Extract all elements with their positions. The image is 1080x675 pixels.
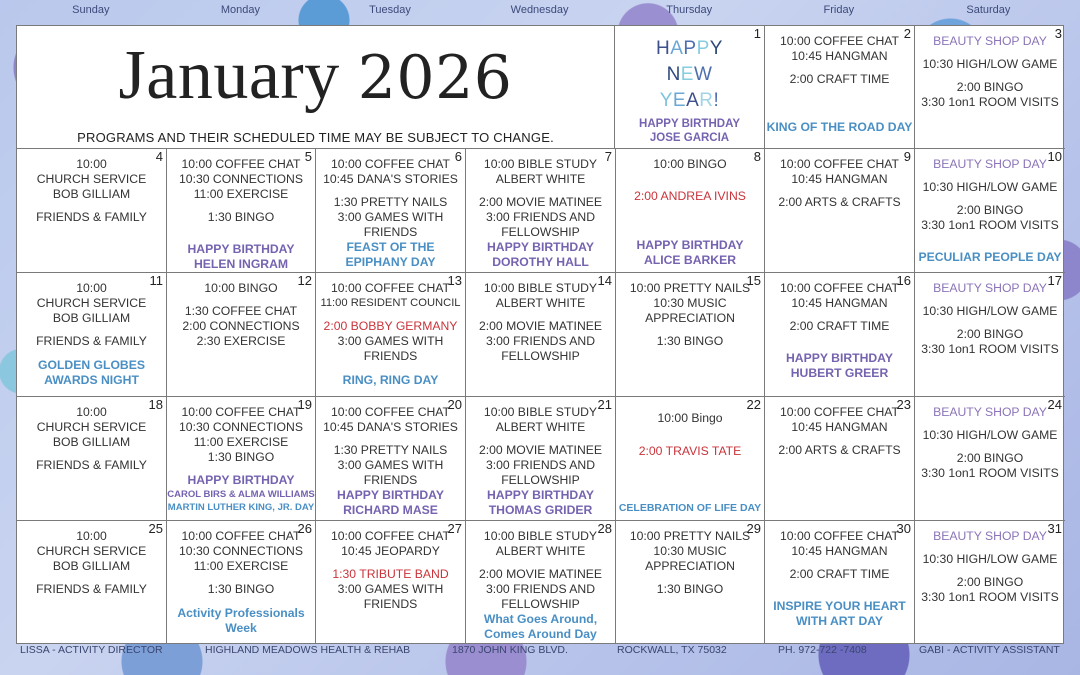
beauty-shop-note: BEAUTY SHOP DAY bbox=[933, 157, 1047, 171]
activity-item: 2:30 EXERCISE bbox=[196, 334, 286, 348]
activity-item: 2:00 MOVIE MATINEE bbox=[478, 195, 603, 209]
day-cell-26[interactable] bbox=[167, 521, 316, 644]
activity-item: 3:00 GAMES WITH bbox=[337, 334, 444, 348]
activity-item: 10:00 BIBLE STUDY bbox=[483, 529, 598, 543]
weekday-tuesday: Tuesday bbox=[369, 4, 411, 16]
activity-item: 1:30 BINGO bbox=[656, 334, 724, 348]
activity-item: 10:45 JEOPARDY bbox=[341, 544, 440, 558]
birthday-note bbox=[615, 117, 764, 145]
title-block bbox=[17, 26, 615, 149]
day-number: 17 bbox=[1047, 273, 1062, 288]
footer-phone: PH. 972-722 -7408 bbox=[778, 644, 867, 656]
activity-item: 10:30 MUSIC bbox=[653, 544, 727, 558]
activity-item: 10:00 bbox=[76, 157, 107, 171]
activity-item: 2:00 MOVIE MATINEE bbox=[478, 567, 603, 581]
greeting-letter: R bbox=[699, 90, 714, 111]
day-number: 4 bbox=[155, 149, 163, 164]
birthday-name: HUBERT GREER bbox=[790, 366, 889, 380]
day-cell-25[interactable] bbox=[17, 521, 167, 644]
day-number: 3 bbox=[1054, 26, 1062, 41]
activity-item: BOB GILLIAM bbox=[52, 311, 131, 325]
activity-item: CHURCH SERVICE bbox=[36, 420, 147, 434]
activity-item: 3:00 FRIENDS AND bbox=[485, 582, 596, 596]
greeting-letter: A bbox=[670, 38, 684, 59]
day-cell-14[interactable] bbox=[466, 273, 616, 397]
activity-item: ALBERT WHITE bbox=[495, 172, 586, 186]
activity-item: BOB GILLIAM bbox=[52, 435, 131, 449]
activity-item: 2:00 CRAFT TIME bbox=[789, 567, 890, 581]
birthday-label: HAPPY BIRTHDAY bbox=[187, 473, 295, 487]
day-cell-28[interactable] bbox=[466, 521, 616, 644]
footer-activity-director: LISSA - ACTIVITY DIRECTOR bbox=[20, 644, 163, 656]
activity-item: 3:00 FRIENDS AND bbox=[485, 458, 596, 472]
activity-item: 10:30 HIGH/LOW GAME bbox=[922, 304, 1058, 318]
activity-item: 10:30 HIGH/LOW GAME bbox=[922, 428, 1058, 442]
day-cell-17[interactable] bbox=[915, 273, 1065, 397]
activity-item: 10:45 HANGMAN bbox=[791, 420, 888, 434]
activity-item: 11:00 RESIDENT COUNCIL bbox=[320, 297, 461, 309]
observance-note: INSPIRE YOUR HEART bbox=[773, 599, 906, 613]
activity-item: 1:30 BINGO bbox=[207, 582, 275, 596]
happy-new-year-greeting bbox=[615, 36, 764, 114]
activity-item: 10:00 COFFEE CHAT bbox=[181, 157, 301, 171]
day-number: 24 bbox=[1047, 397, 1062, 412]
day-number: 6 bbox=[454, 149, 462, 164]
activity-item: 1:30 PRETTY NAILS bbox=[333, 443, 448, 457]
activity-item: CHURCH SERVICE bbox=[36, 172, 147, 186]
activity-item: 10:30 HIGH/LOW GAME bbox=[922, 552, 1058, 566]
day-cell-30[interactable] bbox=[765, 521, 915, 644]
activity-item: 10:45 DANA'S STORIES bbox=[323, 172, 458, 186]
activity-item: 10:00 COFFEE CHAT bbox=[780, 34, 899, 48]
activity-item: 2:00 MOVIE MATINEE bbox=[478, 443, 603, 457]
activity-item: 2:00 BINGO bbox=[956, 80, 1024, 94]
activity-item: 10:00 BIBLE STUDY bbox=[483, 281, 598, 295]
activity-item: 10:00 PRETTY NAILS bbox=[629, 529, 751, 543]
activity-item: 3:30 1on1 ROOM VISITS bbox=[921, 95, 1059, 109]
activity-item: FRIENDS & FAMILY bbox=[36, 210, 147, 224]
activity-item: 10:30 HIGH/LOW GAME bbox=[922, 180, 1058, 194]
activity-item: 10:00 COFFEE CHAT bbox=[780, 157, 899, 171]
activity-item: 3:00 FRIENDS AND bbox=[485, 334, 596, 348]
year-title: 2026 bbox=[357, 43, 513, 113]
footer-city-state: ROCKWALL, TX 75032 bbox=[617, 644, 727, 656]
activity-item: 10:45 HANGMAN bbox=[791, 544, 888, 558]
activity-item: 10:00 BINGO bbox=[653, 157, 727, 171]
activity-item: 10:00 BIBLE STUDY bbox=[483, 405, 598, 419]
activity-item: FRIENDS & FAMILY bbox=[36, 334, 147, 348]
birthday-name: CAROL BIRS & ALMA WILLIAMS bbox=[167, 489, 315, 500]
activity-item: 10:30 CONNECTIONS bbox=[179, 172, 303, 186]
activity-item: 3:00 GAMES WITH bbox=[337, 210, 444, 224]
activity-item: 2:00 ARTS & CRAFTS bbox=[778, 443, 901, 457]
activity-item: 3:00 FRIENDS AND bbox=[485, 210, 596, 224]
day-cell-27[interactable] bbox=[316, 521, 466, 644]
activity-item: 3:00 GAMES WITH bbox=[337, 582, 444, 596]
calendar-grid bbox=[16, 25, 1064, 644]
day-cell-20[interactable] bbox=[316, 397, 466, 521]
activity-item: 10:00 PRETTY NAILS bbox=[629, 281, 751, 295]
weekday-thursday: Thursday bbox=[666, 4, 713, 16]
birthday-label: HAPPY BIRTHDAY bbox=[785, 351, 893, 365]
activity-item: ALBERT WHITE bbox=[495, 420, 586, 434]
day-number: 31 bbox=[1047, 521, 1062, 536]
day-cell-7[interactable] bbox=[466, 149, 616, 273]
observance-note: PECULIAR PEOPLE DAY bbox=[918, 250, 1062, 264]
day-cell-3[interactable] bbox=[915, 26, 1065, 149]
day-cell-6[interactable] bbox=[316, 149, 466, 273]
activity-item: 10:00 bbox=[76, 529, 107, 543]
observance-note: FEAST OF THE bbox=[346, 240, 435, 254]
observance-note: WITH ART DAY bbox=[795, 614, 884, 628]
day-cell-10[interactable] bbox=[915, 149, 1065, 273]
day-number: 18 bbox=[148, 397, 163, 412]
day-number: 22 bbox=[746, 397, 761, 412]
activity-item: 11:00 EXERCISE bbox=[193, 559, 289, 573]
beauty-shop-note: BEAUTY SHOP DAY bbox=[933, 34, 1047, 48]
performer-note: 2:00 ANDREA IVINS bbox=[634, 189, 746, 203]
activity-item: 10:00 COFFEE CHAT bbox=[331, 529, 450, 543]
activity-item: 10:00 COFFEE CHAT bbox=[780, 281, 899, 295]
day-cell-22[interactable] bbox=[616, 397, 765, 521]
observance-note: KING OF THE ROAD DAY bbox=[766, 120, 913, 134]
day-cell-31[interactable] bbox=[915, 521, 1065, 644]
weekday-monday: Monday bbox=[220, 4, 260, 16]
activity-item: FRIENDS bbox=[363, 349, 418, 363]
footer-street-address: 1870 JOHN KING BLVD. bbox=[452, 644, 568, 656]
birthday-label: HAPPY BIRTHDAY bbox=[636, 238, 744, 252]
day-cell-8[interactable] bbox=[616, 149, 765, 273]
activity-item: 10:45 HANGMAN bbox=[791, 172, 888, 186]
day-number: 28 bbox=[597, 521, 612, 536]
activity-item: 1:30 PRETTY NAILS bbox=[333, 195, 448, 209]
day-number: 13 bbox=[447, 273, 462, 288]
activity-item: 2:00 CONNECTIONS bbox=[182, 319, 300, 333]
day-number: 8 bbox=[753, 149, 761, 164]
birthday-label: HAPPY BIRTHDAY bbox=[187, 242, 295, 256]
activity-item: 2:00 MOVIE MATINEE bbox=[478, 319, 603, 333]
activity-item: 10:45 HANGMAN bbox=[791, 49, 888, 63]
birthday-name: ALICE BARKER bbox=[643, 253, 737, 267]
activity-item: FRIENDS bbox=[363, 473, 418, 487]
activity-item: 1:30 COFFEE CHAT bbox=[184, 304, 298, 318]
activity-item: APPRECIATION bbox=[645, 559, 735, 573]
activity-item: 10:00 COFFEE CHAT bbox=[780, 405, 899, 419]
month-title: January bbox=[118, 37, 340, 114]
observance-note: Week bbox=[225, 621, 257, 635]
day-cell-18[interactable] bbox=[17, 397, 167, 521]
greeting-letter: E bbox=[672, 90, 687, 111]
day-number: 12 bbox=[297, 273, 312, 288]
activity-item: 3:00 GAMES WITH bbox=[337, 458, 444, 472]
beauty-shop-note: BEAUTY SHOP DAY bbox=[933, 529, 1047, 543]
activity-item: 2:00 CRAFT TIME bbox=[789, 319, 890, 333]
birthday-label: HAPPY BIRTHDAY bbox=[639, 118, 740, 130]
day-cell-19[interactable] bbox=[167, 397, 316, 521]
activity-item: FELLOWSHIP bbox=[501, 473, 580, 487]
footer-activity-assistant: GABI - ACTIVITY ASSISTANT bbox=[919, 644, 1060, 656]
activity-item: FELLOWSHIP bbox=[501, 597, 580, 611]
activity-item: 2:00 ARTS & CRAFTS bbox=[778, 195, 901, 209]
birthday-name: HELEN INGRAM bbox=[193, 257, 289, 271]
day-number: 30 bbox=[896, 521, 911, 536]
footer-facility-name: HIGHLAND MEADOWS HEALTH & REHAB bbox=[205, 644, 411, 656]
page-title bbox=[17, 36, 614, 116]
activity-item: 11:00 EXERCISE bbox=[193, 435, 289, 449]
activity-item: CHURCH SERVICE bbox=[36, 544, 147, 558]
activity-item: 10:00 Bingo bbox=[657, 411, 723, 425]
day-cell-1[interactable] bbox=[615, 26, 765, 149]
observance-note: Comes Around Day bbox=[484, 627, 597, 641]
activity-item: CHURCH SERVICE bbox=[36, 296, 147, 310]
day-number: 19 bbox=[297, 397, 312, 412]
day-number: 9 bbox=[903, 149, 911, 164]
day-cell-2[interactable] bbox=[765, 26, 915, 149]
day-number: 25 bbox=[148, 521, 163, 536]
greeting-letter: E bbox=[680, 64, 694, 85]
activity-item: APPRECIATION bbox=[645, 311, 735, 325]
observance-note: AWARDS NIGHT bbox=[44, 373, 139, 387]
activity-item: 1:30 BINGO bbox=[207, 450, 275, 464]
day-number: 29 bbox=[746, 521, 761, 536]
activity-item: FELLOWSHIP bbox=[501, 349, 580, 363]
activity-item: ALBERT WHITE bbox=[495, 296, 586, 310]
birthday-label: HAPPY BIRTHDAY bbox=[486, 240, 594, 254]
activity-item: 3:30 1on1 ROOM VISITS bbox=[921, 466, 1059, 480]
activity-item: FRIENDS bbox=[363, 597, 418, 611]
activity-item: FRIENDS & FAMILY bbox=[36, 582, 147, 596]
activity-item: 10:00 COFFEE CHAT bbox=[331, 281, 450, 295]
activity-item: 10:45 DANA'S STORIES bbox=[323, 420, 458, 434]
observance-note: RING, RING DAY bbox=[342, 373, 439, 387]
day-number: 2 bbox=[903, 26, 911, 41]
activity-item: BOB GILLIAM bbox=[52, 559, 131, 573]
birthday-name: RICHARD MASE bbox=[343, 503, 438, 517]
activity-item: 11:00 EXERCISE bbox=[193, 187, 289, 201]
activity-item: 10:00 COFFEE CHAT bbox=[331, 157, 450, 171]
activity-item: 10:00 COFFEE CHAT bbox=[780, 529, 899, 543]
birthday-label: HAPPY BIRTHDAY bbox=[336, 488, 444, 502]
day-number: 27 bbox=[447, 521, 462, 536]
day-cell-11[interactable] bbox=[17, 273, 167, 397]
day-cell-4[interactable] bbox=[17, 149, 167, 273]
activity-item: 10:00 bbox=[76, 281, 107, 295]
greeting-letter: P bbox=[683, 38, 697, 59]
day-number: 7 bbox=[604, 149, 612, 164]
activity-item: 2:00 BINGO bbox=[956, 575, 1024, 589]
day-number: 23 bbox=[896, 397, 911, 412]
greeting-letter: H bbox=[656, 38, 671, 59]
observance-note: MARTIN LUTHER KING, JR. DAY bbox=[167, 502, 315, 513]
activity-item: 10:00 BINGO bbox=[204, 281, 278, 295]
performer-note: 2:00 TRAVIS TATE bbox=[638, 444, 742, 458]
activity-item: 3:30 1on1 ROOM VISITS bbox=[921, 590, 1059, 604]
greeting-letter: ! bbox=[713, 90, 720, 111]
day-number: 14 bbox=[597, 273, 612, 288]
activity-item: 3:30 1on1 ROOM VISITS bbox=[921, 218, 1059, 232]
activity-item: FELLOWSHIP bbox=[501, 225, 580, 239]
day-cell-15[interactable] bbox=[616, 273, 765, 397]
weekday-friday: Friday bbox=[823, 4, 855, 16]
activity-item: 10:00 COFFEE CHAT bbox=[331, 405, 450, 419]
activity-item: 1:30 BINGO bbox=[656, 582, 724, 596]
schedule-disclaimer: PROGRAMS AND THEIR SCHEDULED TIME MAY BE SUBJECT TO CHANGE. bbox=[77, 130, 554, 145]
activity-item: FRIENDS & FAMILY bbox=[36, 458, 147, 472]
greeting-letter: P bbox=[696, 38, 710, 59]
activity-item: 10:45 HANGMAN bbox=[791, 296, 888, 310]
activity-item: FRIENDS bbox=[363, 225, 418, 239]
day-cell-21[interactable] bbox=[466, 397, 616, 521]
day-cell-23[interactable] bbox=[765, 397, 915, 521]
birthday-name: JOSE GARCIA bbox=[649, 132, 730, 144]
beauty-shop-note: BEAUTY SHOP DAY bbox=[933, 405, 1047, 419]
day-number: 20 bbox=[447, 397, 462, 412]
activity-item: 10:00 bbox=[76, 405, 107, 419]
activity-item: 10:00 BIBLE STUDY bbox=[483, 157, 598, 171]
greeting-letter: W bbox=[693, 64, 713, 85]
day-number: 15 bbox=[746, 273, 761, 288]
day-number: 21 bbox=[597, 397, 612, 412]
activity-item: 10:00 COFFEE CHAT bbox=[181, 405, 301, 419]
activity-item: 10:30 MUSIC bbox=[653, 296, 727, 310]
day-cell-9[interactable] bbox=[765, 149, 915, 273]
weekday-saturday: Saturday bbox=[966, 4, 1011, 16]
birthday-label: HAPPY BIRTHDAY bbox=[486, 488, 594, 502]
observance-note: CELEBRATION OF LIFE DAY bbox=[618, 502, 762, 514]
day-number: 5 bbox=[304, 149, 312, 164]
observance-note: GOLDEN GLOBES bbox=[38, 358, 145, 372]
activity-item: BOB GILLIAM bbox=[52, 187, 131, 201]
activity-item: 10:30 CONNECTIONS bbox=[179, 420, 303, 434]
beauty-shop-note: BEAUTY SHOP DAY bbox=[933, 281, 1047, 295]
birthday-name: DOROTHY HALL bbox=[492, 255, 589, 269]
activity-item: 1:30 BINGO bbox=[207, 210, 275, 224]
day-number: 26 bbox=[297, 521, 312, 536]
greeting-letter: Y bbox=[659, 90, 673, 111]
activity-item: 2:00 BINGO bbox=[956, 327, 1024, 341]
day-cell-16[interactable] bbox=[765, 273, 915, 397]
activity-item: 10:30 HIGH/LOW GAME bbox=[922, 57, 1058, 71]
activity-item: ALBERT WHITE bbox=[495, 544, 586, 558]
weekday-wednesday: Wednesday bbox=[510, 4, 569, 16]
greeting-letter: A bbox=[686, 90, 700, 111]
day-cell-12[interactable] bbox=[167, 273, 316, 397]
observance-note: Activity Professionals bbox=[177, 606, 305, 620]
birthday-name: THOMAS GRIDER bbox=[488, 503, 593, 517]
observance-note: What Goes Around, bbox=[483, 612, 598, 626]
day-cell-29[interactable] bbox=[616, 521, 765, 644]
day-cell-5[interactable] bbox=[167, 149, 316, 273]
greeting-letter: N bbox=[666, 64, 681, 85]
observance-note: EPIPHANY DAY bbox=[345, 255, 436, 269]
activity-item: 2:00 BINGO bbox=[956, 451, 1024, 465]
performer-note: 2:00 BOBBY GERMANY bbox=[323, 319, 458, 333]
day-number: 1 bbox=[753, 26, 761, 41]
activity-item: 10:00 COFFEE CHAT bbox=[181, 529, 301, 543]
activity-item: 10:30 CONNECTIONS bbox=[179, 544, 303, 558]
activity-item: 2:00 CRAFT TIME bbox=[789, 72, 890, 86]
activity-item: 2:00 BINGO bbox=[956, 203, 1024, 217]
activity-item: 3:30 1on1 ROOM VISITS bbox=[921, 342, 1059, 356]
greeting-letter: Y bbox=[709, 38, 723, 59]
weekday-sunday: Sunday bbox=[72, 4, 110, 16]
day-cell-24[interactable] bbox=[915, 397, 1065, 521]
day-number: 16 bbox=[896, 273, 911, 288]
day-cell-13[interactable] bbox=[316, 273, 466, 397]
day-number: 11 bbox=[149, 273, 163, 288]
performer-note: 1:30 TRIBUTE BAND bbox=[332, 567, 449, 581]
day-number: 10 bbox=[1047, 149, 1062, 164]
